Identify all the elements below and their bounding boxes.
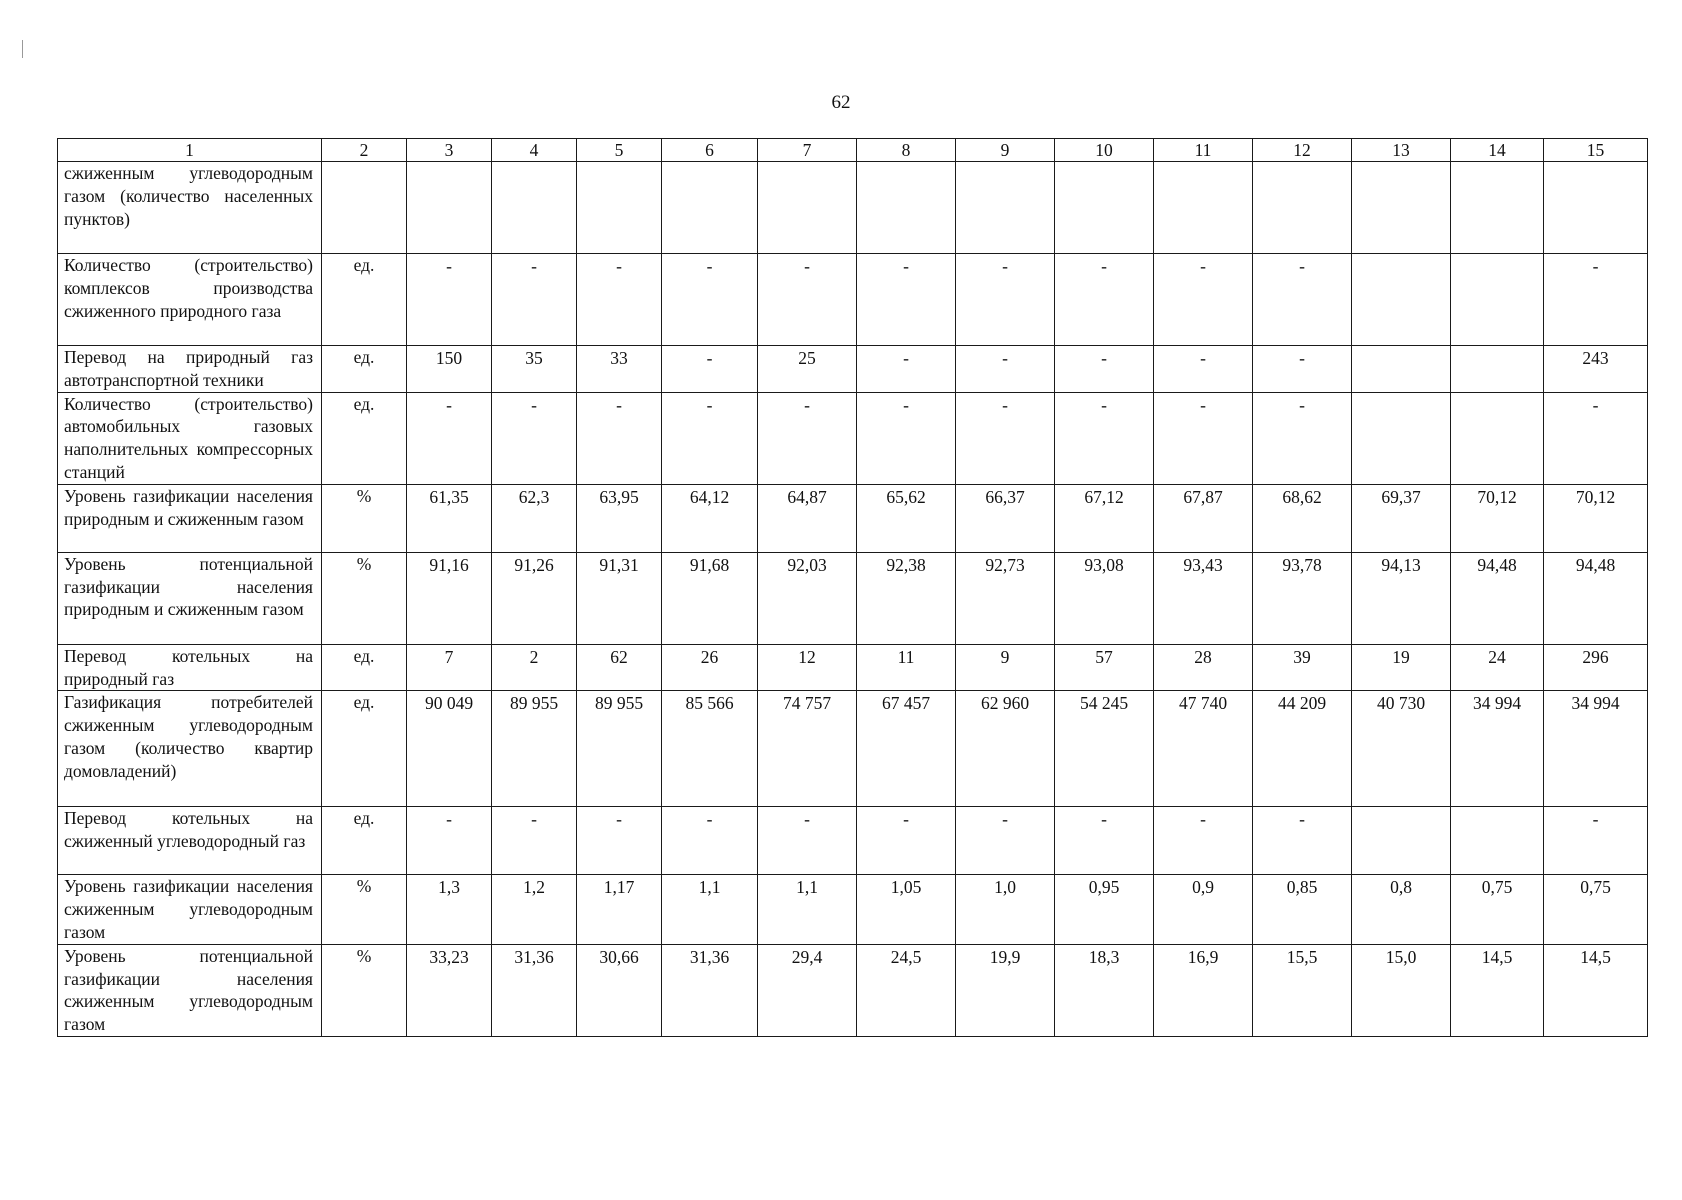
value-cell: 91,16	[407, 552, 492, 644]
value-cell: 0,85	[1253, 875, 1352, 944]
value-cell	[1451, 254, 1544, 346]
value-cell: 91,31	[577, 552, 662, 644]
value-cell: -	[662, 254, 758, 346]
value-cell: 1,3	[407, 875, 492, 944]
value-cell	[1352, 346, 1451, 393]
value-cell: -	[956, 346, 1055, 393]
value-cell: 62,3	[492, 484, 577, 552]
value-cell: 68,62	[1253, 484, 1352, 552]
value-cell: -	[577, 392, 662, 484]
unit-cell: ед.	[322, 254, 407, 346]
value-cell: -	[1544, 807, 1648, 875]
margin-mark	[22, 40, 23, 58]
value-cell: -	[492, 807, 577, 875]
value-cell	[1544, 162, 1648, 254]
value-cell: 1,1	[758, 875, 857, 944]
table-row	[58, 691, 1648, 807]
value-cell: 94,13	[1352, 552, 1451, 644]
header-cell: 1	[58, 139, 322, 162]
value-cell: 70,12	[1544, 484, 1648, 552]
value-cell	[1451, 807, 1544, 875]
value-cell	[956, 162, 1055, 254]
value-cell: 7	[407, 644, 492, 691]
value-cell: 1,2	[492, 875, 577, 944]
value-cell: 25	[758, 346, 857, 393]
value-cell: -	[1154, 346, 1253, 393]
value-cell: 243	[1544, 346, 1648, 393]
value-cell: 74 757	[758, 691, 857, 807]
indicator-name-cell: Количество (строительство) автомобильных газовых наполнительных компрессорных станций	[58, 392, 322, 484]
unit-cell: ед.	[322, 644, 407, 691]
value-cell: -	[857, 807, 956, 875]
value-cell: -	[1253, 254, 1352, 346]
value-cell: -	[577, 807, 662, 875]
table-row	[58, 254, 1648, 346]
value-cell	[662, 162, 758, 254]
header-cell: 2	[322, 139, 407, 162]
indicator-name-cell: Количество (строительство) комплексов производства сжиженного природного газа	[58, 254, 322, 346]
value-cell: 35	[492, 346, 577, 393]
value-cell: -	[1253, 346, 1352, 393]
value-cell	[1352, 254, 1451, 346]
table-row	[58, 944, 1648, 1036]
value-cell: 14,5	[1544, 944, 1648, 1036]
value-cell: 296	[1544, 644, 1648, 691]
value-cell: 26	[662, 644, 758, 691]
value-cell: -	[662, 346, 758, 393]
header-cell: 13	[1352, 139, 1451, 162]
value-cell: 94,48	[1451, 552, 1544, 644]
value-cell	[577, 162, 662, 254]
value-cell: 33	[577, 346, 662, 393]
table-row	[58, 644, 1648, 691]
value-cell: -	[1055, 807, 1154, 875]
indicator-name-cell: Перевод котельных на сжиженный углеводородный газ	[58, 807, 322, 875]
indicators-table	[57, 138, 1648, 1037]
value-cell: 31,36	[492, 944, 577, 1036]
value-cell: -	[662, 392, 758, 484]
value-cell: 47 740	[1154, 691, 1253, 807]
value-cell: -	[492, 392, 577, 484]
value-cell: 2	[492, 644, 577, 691]
value-cell	[1451, 162, 1544, 254]
value-cell: -	[1253, 392, 1352, 484]
unit-cell: %	[322, 552, 407, 644]
indicator-name-cell: Уровень газификации населения природным и сжиженным газом	[58, 484, 322, 552]
value-cell: 69,37	[1352, 484, 1451, 552]
value-cell	[1352, 392, 1451, 484]
value-cell: 62	[577, 644, 662, 691]
value-cell	[407, 162, 492, 254]
value-cell: 67,12	[1055, 484, 1154, 552]
value-cell: 85 566	[662, 691, 758, 807]
value-cell: 89 955	[492, 691, 577, 807]
table-row	[58, 484, 1648, 552]
value-cell: 1,0	[956, 875, 1055, 944]
value-cell: 70,12	[1451, 484, 1544, 552]
value-cell: 34 994	[1544, 691, 1648, 807]
value-cell: -	[1055, 346, 1154, 393]
value-cell: -	[758, 254, 857, 346]
header-cell: 9	[956, 139, 1055, 162]
value-cell: 39	[1253, 644, 1352, 691]
header-cell: 8	[857, 139, 956, 162]
value-cell: -	[758, 392, 857, 484]
unit-cell: %	[322, 484, 407, 552]
value-cell: 34 994	[1451, 691, 1544, 807]
value-cell: -	[1055, 254, 1154, 346]
value-cell: -	[1544, 392, 1648, 484]
indicator-name-cell: Газификация потребителей сжиженным углеводородным газом (количество квартир домовладений)	[58, 691, 322, 807]
value-cell: 33,23	[407, 944, 492, 1036]
header-cell: 7	[758, 139, 857, 162]
value-cell: -	[956, 392, 1055, 484]
value-cell: 67,87	[1154, 484, 1253, 552]
value-cell: -	[857, 254, 956, 346]
unit-cell: ед.	[322, 691, 407, 807]
value-cell: 66,37	[956, 484, 1055, 552]
value-cell: -	[1544, 254, 1648, 346]
value-cell: 93,43	[1154, 552, 1253, 644]
value-cell: 92,73	[956, 552, 1055, 644]
value-cell: -	[956, 254, 1055, 346]
page-number: 62	[831, 92, 851, 113]
value-cell	[492, 162, 577, 254]
value-cell: 54 245	[1055, 691, 1154, 807]
value-cell: 19	[1352, 644, 1451, 691]
value-cell	[1154, 162, 1253, 254]
value-cell: 19,9	[956, 944, 1055, 1036]
value-cell: 15,5	[1253, 944, 1352, 1036]
value-cell	[758, 162, 857, 254]
value-cell: -	[758, 807, 857, 875]
table-row	[58, 346, 1648, 393]
value-cell: 30,66	[577, 944, 662, 1036]
value-cell: 31,36	[662, 944, 758, 1036]
value-cell: 40 730	[1352, 691, 1451, 807]
value-cell: 16,9	[1154, 944, 1253, 1036]
value-cell: 57	[1055, 644, 1154, 691]
value-cell: 0,95	[1055, 875, 1154, 944]
value-cell: -	[1154, 807, 1253, 875]
value-cell: -	[492, 254, 577, 346]
value-cell: 0,8	[1352, 875, 1451, 944]
value-cell: -	[407, 807, 492, 875]
value-cell: 93,08	[1055, 552, 1154, 644]
unit-cell: ед.	[322, 346, 407, 393]
header-row	[58, 139, 1648, 162]
value-cell: 24	[1451, 644, 1544, 691]
value-cell: -	[577, 254, 662, 346]
table-row	[58, 875, 1648, 944]
value-cell: -	[1154, 392, 1253, 484]
value-cell: 150	[407, 346, 492, 393]
header-cell: 4	[492, 139, 577, 162]
table-row	[58, 552, 1648, 644]
value-cell: 24,5	[857, 944, 956, 1036]
indicator-name-cell: Уровень газификации населения сжиженным углеводородным газом	[58, 875, 322, 944]
indicator-name-cell: Перевод котельных на природный газ	[58, 644, 322, 691]
value-cell: 18,3	[1055, 944, 1154, 1036]
value-cell: 1,05	[857, 875, 956, 944]
table-row	[58, 807, 1648, 875]
header-cell: 10	[1055, 139, 1154, 162]
value-cell: 93,78	[1253, 552, 1352, 644]
header-cell: 5	[577, 139, 662, 162]
unit-cell: ед.	[322, 807, 407, 875]
unit-cell: %	[322, 875, 407, 944]
value-cell: 0,75	[1451, 875, 1544, 944]
value-cell	[1253, 162, 1352, 254]
table-row	[58, 162, 1648, 254]
value-cell: 14,5	[1451, 944, 1544, 1036]
value-cell: 90 049	[407, 691, 492, 807]
value-cell: 63,95	[577, 484, 662, 552]
value-cell	[857, 162, 956, 254]
value-cell: 92,03	[758, 552, 857, 644]
value-cell: 12	[758, 644, 857, 691]
value-cell: 0,9	[1154, 875, 1253, 944]
value-cell: 89 955	[577, 691, 662, 807]
unit-cell	[322, 162, 407, 254]
value-cell: -	[407, 254, 492, 346]
unit-cell: %	[322, 944, 407, 1036]
value-cell: 61,35	[407, 484, 492, 552]
value-cell: 67 457	[857, 691, 956, 807]
indicator-name-cell: Уровень потенциальной газификации населения природным и сжиженным газом	[58, 552, 322, 644]
value-cell: 1,1	[662, 875, 758, 944]
value-cell	[1055, 162, 1154, 254]
value-cell	[1451, 392, 1544, 484]
value-cell: 65,62	[857, 484, 956, 552]
unit-cell: ед.	[322, 392, 407, 484]
value-cell: -	[956, 807, 1055, 875]
value-cell: 1,17	[577, 875, 662, 944]
value-cell: 92,38	[857, 552, 956, 644]
header-cell: 6	[662, 139, 758, 162]
indicator-name-cell: Перевод на природный газ автотранспортной техники	[58, 346, 322, 393]
value-cell	[1352, 807, 1451, 875]
table-row	[58, 392, 1648, 484]
indicator-name-cell: Уровень потенциальной газификации населения сжиженным углеводородным газом	[58, 944, 322, 1036]
indicator-name-cell: сжиженным углеводородным газом (количество населенных пунктов)	[58, 162, 322, 254]
value-cell: -	[407, 392, 492, 484]
header-cell: 12	[1253, 139, 1352, 162]
value-cell: 64,12	[662, 484, 758, 552]
value-cell: 15,0	[1352, 944, 1451, 1036]
value-cell: 94,48	[1544, 552, 1648, 644]
value-cell: 91,68	[662, 552, 758, 644]
value-cell: 0,75	[1544, 875, 1648, 944]
value-cell: 62 960	[956, 691, 1055, 807]
value-cell: -	[1154, 254, 1253, 346]
value-cell: 11	[857, 644, 956, 691]
header-cell: 15	[1544, 139, 1648, 162]
value-cell: -	[857, 346, 956, 393]
header-cell: 11	[1154, 139, 1253, 162]
value-cell	[1352, 162, 1451, 254]
header-cell: 14	[1451, 139, 1544, 162]
value-cell: -	[1253, 807, 1352, 875]
value-cell: 91,26	[492, 552, 577, 644]
table-body	[58, 139, 1648, 1037]
value-cell: 44 209	[1253, 691, 1352, 807]
value-cell	[1451, 346, 1544, 393]
value-cell: 28	[1154, 644, 1253, 691]
value-cell: -	[1055, 392, 1154, 484]
header-cell: 3	[407, 139, 492, 162]
value-cell: 29,4	[758, 944, 857, 1036]
value-cell: -	[662, 807, 758, 875]
value-cell: 9	[956, 644, 1055, 691]
value-cell: -	[857, 392, 956, 484]
value-cell: 64,87	[758, 484, 857, 552]
